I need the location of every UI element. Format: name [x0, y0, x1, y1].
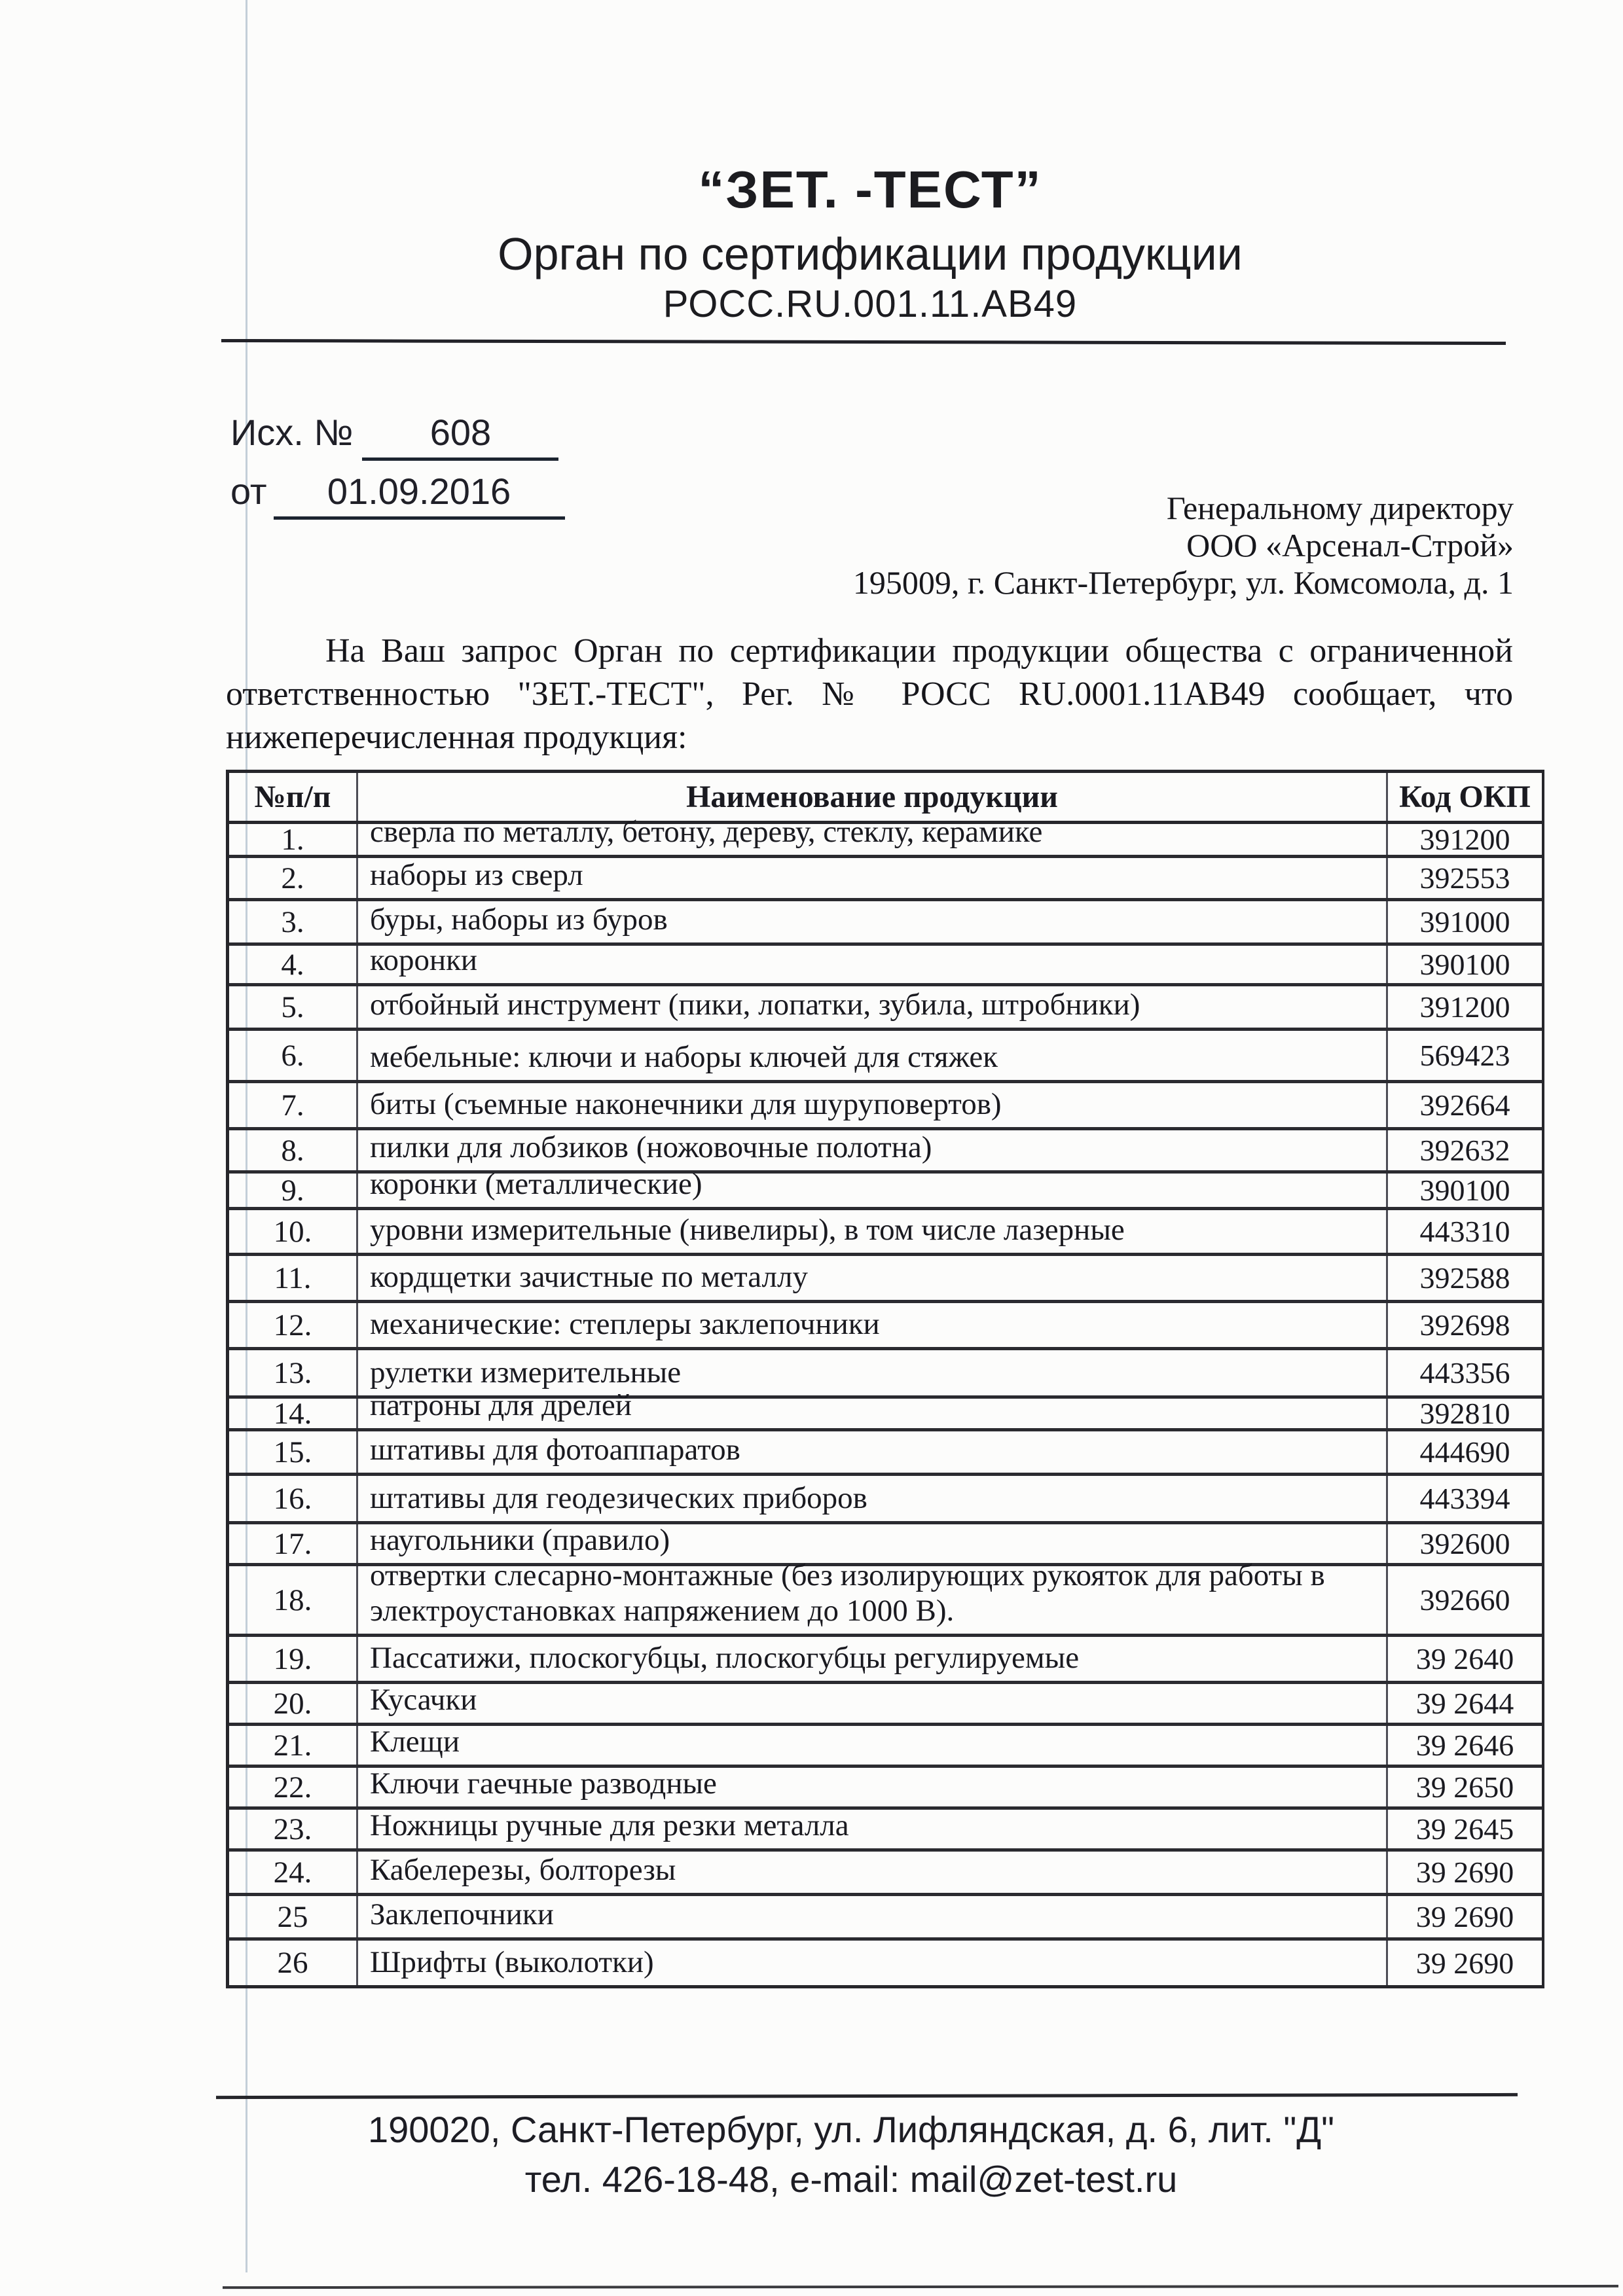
- product-name-cell: Клещи: [370, 1724, 460, 1759]
- table-row: [229, 1852, 1542, 1896]
- table-row: [229, 1210, 1542, 1256]
- okp-code-cell: 39 2646: [1386, 1726, 1542, 1765]
- okp-code-cell: 39 2645: [1386, 1810, 1542, 1848]
- okp-code-cell: 443394: [1386, 1476, 1542, 1521]
- recipient-address: 195009, г. Санкт-Петербург, ул. Комсомола, д. 1: [852, 564, 1514, 601]
- organization-subtitle: Орган по сертификации продукции: [498, 228, 1243, 279]
- table-row: [229, 1166, 1542, 1210]
- okp-code-cell: 392698: [1386, 1303, 1542, 1347]
- header-product-name-cell: Наименование продукции: [686, 779, 1058, 814]
- table-row: [229, 1256, 1542, 1303]
- okp-code-cell: 391200: [1386, 824, 1542, 855]
- okp-code-cell: 392660: [1386, 1566, 1542, 1634]
- body-line-2: ответственностью "ЗЕТ.-ТЕСТ", Рег. № РОСС RU.0001.11АВ49 сообщает, что: [226, 675, 1513, 713]
- product-name-cell: коронки (металлические): [370, 1166, 702, 1201]
- outgoing-date-value: 01.09.2016: [274, 470, 565, 520]
- product-name-cell: биты (съемные наконечники для шуруповертов): [370, 1086, 1002, 1121]
- row-number-cell: 25: [229, 1896, 358, 1937]
- product-name-cell: рулетки измерительные: [370, 1355, 682, 1390]
- outgoing-date-label: от: [230, 471, 267, 512]
- product-name-cell: сверла по металлу, бетону, дереву, стеклу, керамике: [370, 814, 1043, 849]
- row-number-cell: 3.: [229, 901, 358, 942]
- product-name-cell: Заклепочники: [370, 1897, 554, 1931]
- okp-code-cell: 39 2644: [1386, 1684, 1542, 1723]
- table-row: [229, 1388, 1542, 1431]
- scan-artifact-bottom-line: [223, 2285, 1618, 2289]
- okp-code-cell: 392553: [1386, 858, 1542, 898]
- body-paragraph: [226, 630, 1513, 759]
- table-row: [229, 1726, 1542, 1768]
- row-number-cell: 26: [229, 1941, 358, 1985]
- okp-code-cell: 569423: [1386, 1031, 1542, 1080]
- row-number-cell: 8.: [229, 1130, 358, 1170]
- outgoing-reference-block: [230, 411, 565, 529]
- table-row: [229, 1431, 1542, 1476]
- product-name-cell: наугольники (правило): [370, 1522, 670, 1557]
- okp-code-cell: 444690: [1386, 1431, 1542, 1473]
- row-number-cell: 20.: [229, 1684, 358, 1723]
- recipient-title: Генеральному директору: [1166, 490, 1514, 526]
- table-row: [229, 986, 1542, 1031]
- okp-code-cell: 39 2690: [1386, 1852, 1542, 1893]
- table-row: [229, 1476, 1542, 1524]
- outgoing-number-value: 608: [362, 411, 558, 461]
- table-row: [229, 1031, 1542, 1083]
- product-name-cell: штативы для фотоаппаратов: [370, 1432, 740, 1467]
- product-name-cell: кордщетки зачистные по металлу: [370, 1259, 808, 1294]
- row-number-cell: 24.: [229, 1852, 358, 1893]
- table-row: [229, 1941, 1542, 1985]
- recipient-block: [853, 490, 1514, 601]
- row-number-cell: 18.: [229, 1566, 358, 1634]
- okp-code-cell: 391000: [1386, 901, 1542, 942]
- row-number-cell: 23.: [229, 1810, 358, 1848]
- row-number-cell: 14.: [229, 1399, 358, 1428]
- okp-code-cell: 39 2650: [1386, 1768, 1542, 1806]
- row-number-cell: 9.: [229, 1174, 358, 1207]
- table-row: [229, 901, 1542, 946]
- okp-code-cell: 391200: [1386, 986, 1542, 1028]
- table-row: [229, 942, 1542, 986]
- okp-code-cell: 392588: [1386, 1256, 1542, 1300]
- okp-code-cell: 443356: [1386, 1350, 1542, 1395]
- product-name-cell: Пассатижи, плоскогубцы, плоскогубцы регулируемые: [370, 1640, 1080, 1675]
- table-row: [229, 1684, 1542, 1726]
- okp-code-cell: 392810: [1386, 1399, 1542, 1428]
- row-number-cell: 1.: [229, 824, 358, 855]
- outgoing-number-label: Исх. №: [230, 412, 354, 453]
- table-row: [229, 858, 1542, 901]
- table-row: [229, 1303, 1542, 1350]
- product-name-cell: Шрифты (выколотки): [370, 1945, 654, 1979]
- header-okp-code-cell: Код ОКП: [1386, 773, 1542, 821]
- okp-code-cell: 392664: [1386, 1083, 1542, 1127]
- product-name-cell: Кабелерезы, болторезы: [370, 1852, 676, 1887]
- body-line-3: нижеперечисленная продукция:: [226, 719, 687, 756]
- product-name-cell: пилки для лобзиков (ножовочные полотна): [370, 1130, 932, 1164]
- row-number-cell: 12.: [229, 1303, 358, 1347]
- body-line-1: На Ваш запрос Орган по сертификации продукции общества с ограниченной: [325, 632, 1513, 670]
- product-name-cell: мебельные: ключи и наборы ключей для стяжек: [370, 1039, 998, 1074]
- row-number-cell: 11.: [229, 1256, 358, 1300]
- product-name-cell: патроны для дрелей: [370, 1388, 632, 1422]
- table-row: [229, 1083, 1542, 1130]
- product-name-cell: коронки: [370, 942, 478, 977]
- okp-code-cell: 390100: [1386, 1174, 1542, 1207]
- organization-name: “ЗЕТ. -ТЕСТ”: [698, 160, 1042, 219]
- recipient-company: ООО «Арсенал-Строй»: [1186, 527, 1514, 564]
- header-number-cell: №п/п: [229, 773, 358, 821]
- row-number-cell: 10.: [229, 1210, 358, 1253]
- row-number-cell: 21.: [229, 1726, 358, 1765]
- table-row: [229, 1558, 1542, 1637]
- footer-contacts: тел. 426-18-48, e-mail: mail@zet-test.ru: [524, 2159, 1178, 2200]
- row-number-cell: 22.: [229, 1768, 358, 1806]
- outgoing-number-line: [230, 411, 565, 461]
- table-row: [229, 1768, 1542, 1810]
- row-number-cell: 6.: [229, 1031, 358, 1080]
- table-row: [229, 1896, 1542, 1941]
- row-number-cell: 19.: [229, 1637, 358, 1681]
- product-name-cell: отбойный инструмент (пики, лопатки, зубила, штробники): [370, 987, 1140, 1022]
- product-name-cell: Ножницы ручные для резки металла: [370, 1808, 849, 1842]
- product-name-cell: буры, наборы из буров: [370, 902, 668, 937]
- product-name-cell: наборы из сверл: [370, 857, 583, 892]
- product-table-rows: [229, 814, 1542, 1985]
- row-number-cell: 5.: [229, 986, 358, 1028]
- product-name-cell: механические: степлеры заклепочники: [370, 1306, 880, 1341]
- footer-divider-line: [216, 2093, 1518, 2099]
- product-name-cell: штативы для геодезических приборов: [370, 1480, 867, 1515]
- product-name-cell: Кусачки: [370, 1682, 477, 1717]
- row-number-cell: 7.: [229, 1083, 358, 1127]
- row-number-cell: 4.: [229, 946, 358, 983]
- product-name-cell: Ключи гаечные разводные: [370, 1766, 717, 1801]
- product-name-cell: уровни измерительные (нивелиры), в том числе лазерные: [370, 1212, 1125, 1247]
- okp-code-cell: 39 2690: [1386, 1941, 1542, 1985]
- header-divider-line: [221, 339, 1506, 345]
- okp-code-cell: 39 2690: [1386, 1896, 1542, 1937]
- table-row: [229, 1637, 1542, 1684]
- registration-number: РОСС.RU.001.11.АВ49: [663, 283, 1078, 325]
- row-number-cell: 16.: [229, 1476, 358, 1521]
- table-row: [229, 814, 1542, 858]
- row-number-cell: 15.: [229, 1431, 358, 1473]
- row-number-cell: 2.: [229, 858, 358, 898]
- product-table: [226, 770, 1544, 1988]
- row-number-cell: 17.: [229, 1524, 358, 1563]
- okp-code-cell: 392632: [1386, 1130, 1542, 1170]
- table-row: [229, 1810, 1542, 1852]
- okp-code-cell: 39 2640: [1386, 1637, 1542, 1681]
- row-number-cell: 13.: [229, 1350, 358, 1395]
- okp-code-cell: 392600: [1386, 1524, 1542, 1563]
- product-name-cell: отвертки слесарно-монтажные (без изолирующих рукояток для работы в электроустановках напряжением до 1000 В).: [370, 1558, 1325, 1628]
- footer-block: [196, 2105, 1506, 2204]
- outgoing-date-line: [230, 470, 565, 520]
- okp-code-cell: 443310: [1386, 1210, 1542, 1253]
- okp-code-cell: 390100: [1386, 946, 1542, 983]
- footer-address: 190020, Санкт-Петербург, ул. Лифляндская, д. 6, лит. "Д": [367, 2109, 1335, 2150]
